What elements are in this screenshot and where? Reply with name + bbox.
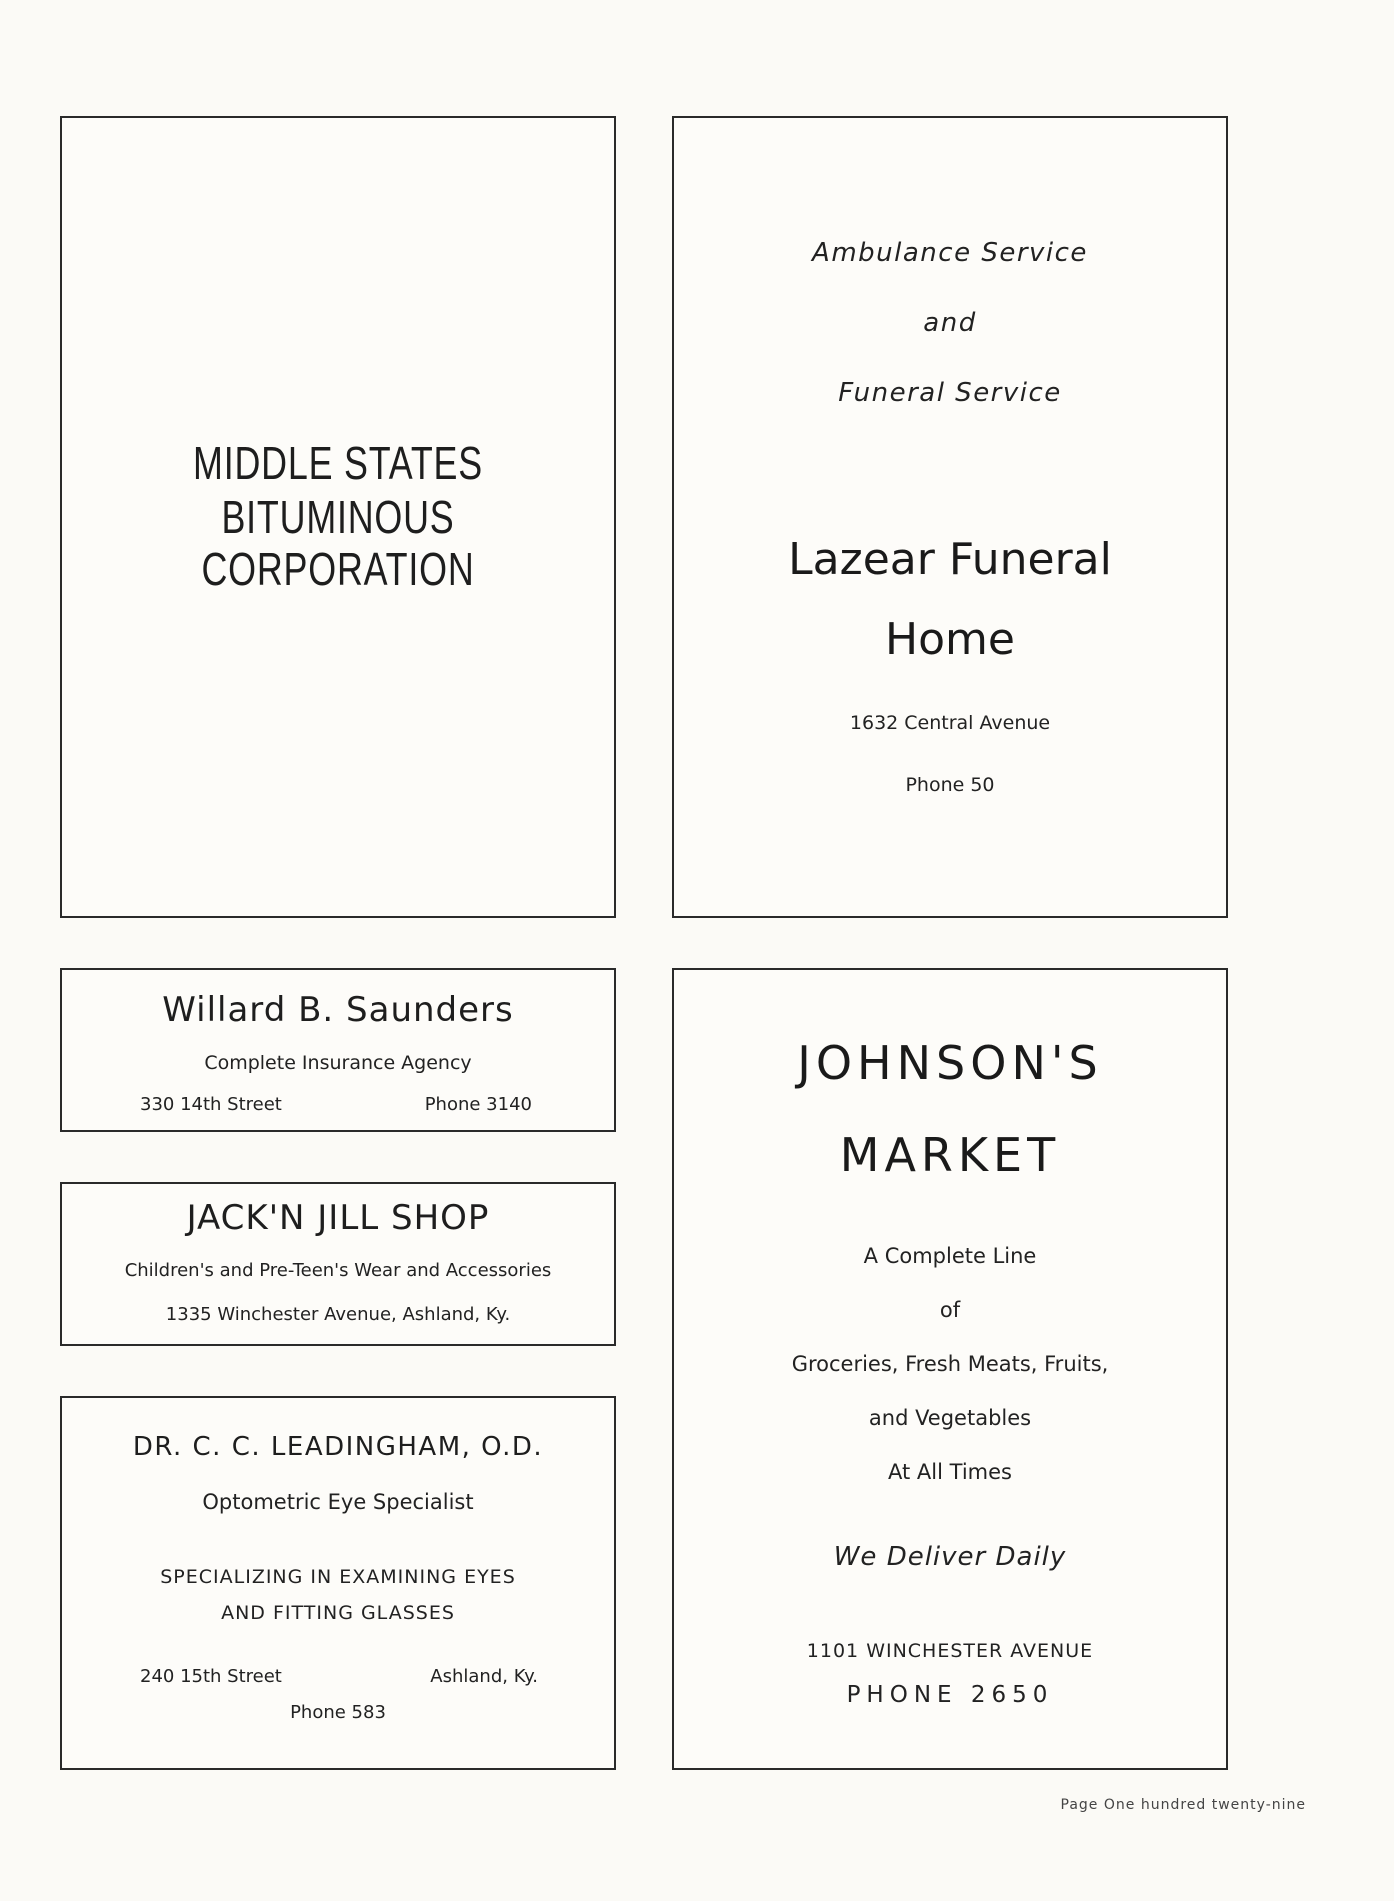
business-tagline: Complete Insurance Agency [204,1052,472,1074]
page-number: Page One hundred twenty-nine [1060,1797,1306,1813]
product-line-2: of [939,1298,961,1322]
ad-lazear-funeral-home [672,116,1228,918]
business-address: 1632 Central Avenue [849,712,1051,734]
specialty-line-2: AND FITTING GLASSES [221,1602,455,1624]
business-slogan: We Deliver Daily [833,1542,1067,1572]
business-phone: PHONE 2650 [846,1682,1054,1708]
business-name: Willard B. Saunders [162,990,514,1030]
business-name-line-1: JOHNSON'S [797,1036,1103,1090]
business-name-line-2: MARKET [839,1128,1061,1182]
business-name-line-1: Lazear Funeral [788,534,1112,585]
business-address: 1335 Winchester Avenue, Ashland, Ky. [165,1304,511,1325]
specialty-line-1: SPECIALIZING IN EXAMINING EYES [160,1566,516,1588]
business-name: JACK'N JILL SHOP [186,1198,490,1238]
ad-middle-states-bituminous [60,116,616,918]
ad-jack-n-jill-shop [60,1182,616,1346]
service-conjunction: and [923,308,977,338]
business-city: Ashland, Ky. [430,1666,538,1687]
service-funeral: Funeral Service [838,378,1062,408]
business-phone: Phone 583 [290,1702,386,1723]
ad-johnsons-market [672,968,1228,1770]
business-address: 1101 WINCHESTER AVENUE [806,1640,1094,1662]
product-line-3: Groceries, Fresh Meats, Fruits, [791,1352,1109,1376]
product-line-1: A Complete Line [863,1244,1037,1268]
business-address: 240 15th Street [140,1666,282,1687]
ad-title-line-1: MIDDLE STATES BITUMINOUS [193,437,483,543]
business-tagline: Children's and Pre-Teen's Wear and Accessories [124,1260,552,1281]
ad-dr-leadingham [60,1396,616,1770]
product-line-4: and Vegetables [868,1406,1032,1430]
business-address: 330 14th Street [140,1094,282,1115]
business-name-line-2: Home [885,614,1015,665]
product-line-5: At All Times [888,1460,1012,1484]
business-name: DR. C. C. LEADINGHAM, O.D. [132,1432,544,1462]
service-ambulance: Ambulance Service [812,238,1088,268]
business-phone: Phone 50 [905,774,995,796]
business-tagline: Optometric Eye Specialist [202,1490,474,1514]
ad-willard-saunders [60,968,616,1132]
ad-title-line-2: CORPORATION [201,543,475,595]
business-phone: Phone 3140 [424,1094,532,1115]
